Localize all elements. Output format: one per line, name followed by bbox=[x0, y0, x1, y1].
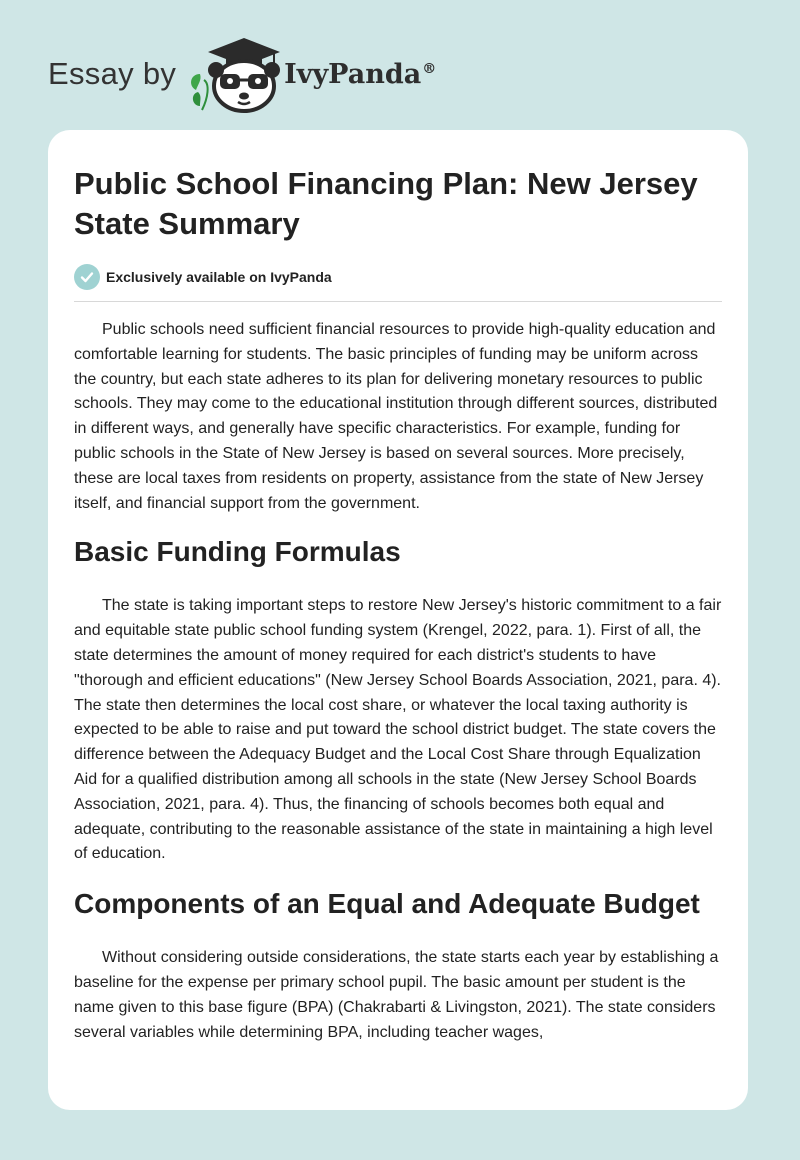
intro-paragraph: Public schools need sufficient financial resources to provide high-quality education and comfortable learning for students. The basic principles of funding may be uniform across the country, but each state adheres to its plan for delivering monetary resources to public schools. They may come to the educational institution through different sources, distributed in different ways, and generally have specific characteristics. For example, funding for public schools in the State of New Jersey is based on several sources. More precisely, these are local taxes from residents on property, assistance from the state of New Jersey itself, and financial support from the government. bbox=[74, 321, 718, 512]
brand-name[interactable]: IvyPanda® bbox=[284, 58, 437, 90]
budget-components-paragraph: Without considering outside considerations, the state starts each year by establishing a baseline for the expense per primary school pupil. The basic amount per student is the name given to this base figure (BPA) (Chakrabarti & Livingston, 2021). The state considers several variables while determining BPA, including teacher wages, bbox=[74, 949, 719, 1041]
panda-logo-icon[interactable] bbox=[186, 34, 282, 114]
site-header bbox=[48, 34, 436, 114]
section-heading-funding-formulas: Basic Funding Formulas bbox=[74, 536, 401, 568]
divider bbox=[74, 301, 722, 302]
page-title: Public School Financing Plan: New Jersey State Summary bbox=[74, 166, 698, 241]
funding-formulas-paragraph: The state is taking important steps to restore New Jersey's historic commitment to a fair and equitable state public school funding system (Krengel, 2022, para. 1). First of all, the state determines the amount of money required for each district's students to have "thorough and efficient educations" (New Jersey School Boards Association, 2021, para. 4). The state then determines the local cost share, or whatever the local taxing authority is expected to be able to raise and put toward the school district budget. The state covers the difference between the Adequacy Budget and the Local Cost Share through Equalization Aid for a qualified distribution among all schools in the state (New Jersey School Boards Association, 2021, para. 4). Thus, the financing of schools becomes both equal and adequate, contributing to the reasonable assistance of the state in maintaining a high level of education. bbox=[74, 597, 722, 863]
registered-mark: ® bbox=[422, 60, 437, 77]
exclusive-badge-label: Exclusively available on IvyPanda bbox=[106, 269, 332, 285]
exclusive-badge bbox=[74, 264, 722, 290]
checkmark-icon bbox=[74, 264, 100, 290]
essay-card bbox=[48, 130, 748, 1110]
essay-by-label: Essay by bbox=[48, 56, 177, 91]
section-heading-budget-components: Components of an Equal and Adequate Budget bbox=[74, 888, 700, 920]
